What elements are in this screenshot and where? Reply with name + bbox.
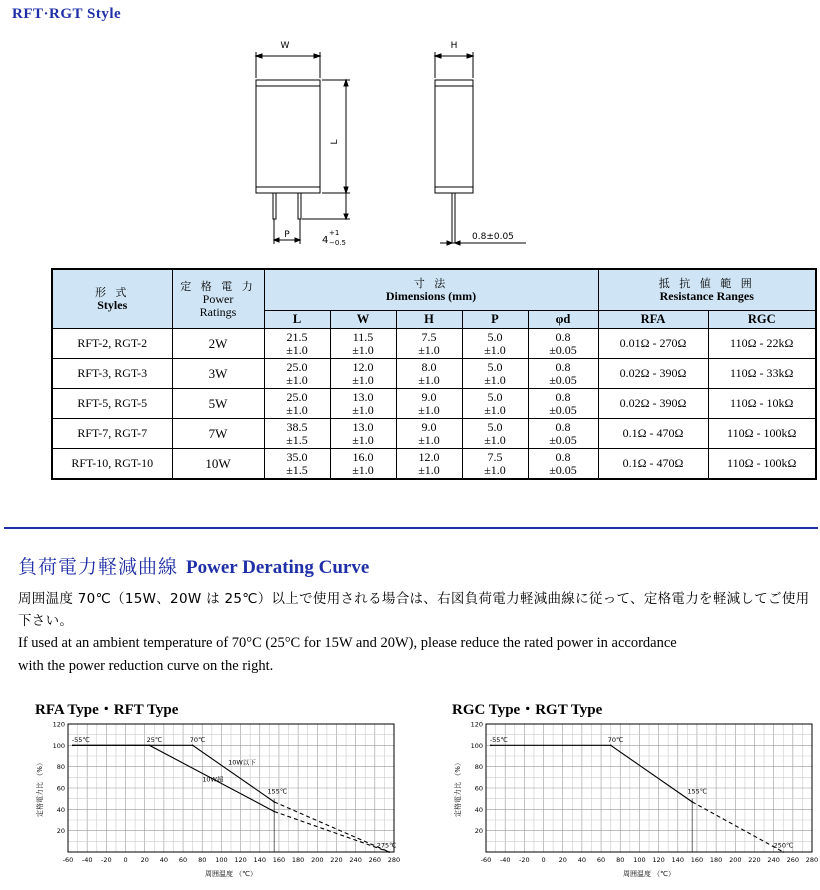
- derating-chart-rgc: [448, 718, 818, 883]
- x-tick-label: 160: [690, 856, 704, 864]
- cell-style: RFT-3, RGT-3: [52, 359, 172, 389]
- col-header-resistance: 抵 抗 値 範 囲 Resistance Ranges: [598, 269, 816, 311]
- y-tick-label: 60: [56, 784, 65, 793]
- x-tick-label: 80: [616, 856, 625, 864]
- y-tick-label: 40: [474, 805, 483, 814]
- cell-d: 0.8 ±0.05: [528, 389, 598, 419]
- x-tick-label: -20: [519, 856, 530, 864]
- x-tick-label: 280: [387, 856, 401, 864]
- data-point: [782, 851, 784, 853]
- dim-h-label: H: [450, 41, 458, 51]
- x-tick-label: -40: [499, 856, 511, 864]
- y-tick-label: 100: [470, 741, 483, 750]
- cell-H: 7.5 ±1.0: [396, 329, 462, 359]
- cell-rgc: 110Ω - 100kΩ: [708, 419, 816, 449]
- chart-title-rgc: RGC Type・RGT Type: [452, 702, 603, 718]
- dim-l-label: L: [330, 139, 340, 145]
- x-tick-label: 80: [198, 856, 207, 864]
- annotation-label: 155℃: [687, 787, 708, 796]
- y-tick-label: 80: [56, 763, 65, 772]
- x-tick-label: 120: [652, 856, 665, 864]
- cell-rfa: 0.1Ω - 470Ω: [598, 449, 708, 480]
- x-tick-label: 60: [178, 856, 188, 864]
- y-axis-label: 定格電力比 （%）: [454, 759, 462, 817]
- col-header-d: φd: [528, 311, 598, 329]
- x-tick-label: 180: [291, 856, 305, 864]
- cell-d: 0.8 ±0.05: [528, 449, 598, 480]
- x-tick-label: 40: [159, 856, 169, 864]
- data-point: [72, 745, 74, 747]
- x-tick-label: 0: [541, 856, 546, 864]
- cell-rgc: 110Ω - 33kΩ: [708, 359, 816, 389]
- cell-rfa: 0.02Ω - 390Ω: [598, 389, 708, 419]
- data-point: [149, 745, 151, 747]
- data-point: [610, 745, 612, 747]
- cell-rfa: 0.02Ω - 390Ω: [598, 359, 708, 389]
- description-en: If used at an ambient temperature of 70°C (25°C for 15W and 20W), please reduce the rated power in accordance with the power reduction curve on the right.: [18, 635, 677, 674]
- col-header-style: 形 式 Styles: [52, 269, 172, 329]
- chart-grid: [486, 724, 812, 852]
- y-tick-label: 60: [474, 784, 483, 793]
- annotation-label: 10W以下: [228, 758, 256, 767]
- annotation-label: 10W超: [202, 775, 224, 784]
- cell-d: 0.8 ±0.05: [528, 359, 598, 389]
- dim-lead-tol-plus: +1: [329, 229, 340, 237]
- annotation-label: 250℃: [773, 841, 794, 850]
- x-axis-label: 周囲温度 （℃）: [204, 870, 258, 878]
- x-tick-label: 220: [748, 856, 761, 864]
- cell-d: 0.8 ±0.05: [528, 329, 598, 359]
- spec-table: [51, 268, 817, 480]
- annotation-label: 70℃: [189, 736, 206, 745]
- dim-lead-diameter: 0.8±0.05: [472, 232, 514, 242]
- x-tick-label: -60: [480, 856, 492, 864]
- x-tick-label: -40: [81, 856, 93, 864]
- resistor-dimension-drawing: [230, 30, 550, 255]
- x-tick-label: 220: [330, 856, 343, 864]
- x-tick-label: 160: [272, 856, 286, 864]
- cell-L: 35.0 ±1.5: [264, 449, 330, 480]
- col-header-dimensions: 寸 法 Dimensions (mm): [264, 269, 598, 311]
- cell-W: 16.0 ±1.0: [330, 449, 396, 480]
- annotation-label: -55℃: [489, 736, 508, 745]
- dim-p-label: P: [284, 230, 290, 240]
- cell-L: 25.0 ±1.0: [264, 359, 330, 389]
- dim-lead-tol-minus: −0.5: [329, 239, 346, 247]
- x-tick-label: 120: [234, 856, 247, 864]
- col-header-l: L: [264, 311, 330, 329]
- x-tick-label: 40: [577, 856, 587, 864]
- cell-rgc: 110Ω - 100kΩ: [708, 449, 816, 480]
- cell-H: 9.0 ±1.0: [396, 389, 462, 419]
- col-header-p: P: [462, 311, 528, 329]
- cell-power: 3W: [172, 359, 264, 389]
- x-tick-label: 20: [140, 856, 149, 864]
- cell-power: 5W: [172, 389, 264, 419]
- x-tick-label: 60: [596, 856, 606, 864]
- y-axis-label: 定格電力比 （%）: [36, 759, 44, 817]
- col-header-w: W: [330, 311, 396, 329]
- col-header-rgc: RGC: [708, 311, 816, 329]
- annotation-label: 70℃: [607, 736, 624, 745]
- section-title-en: Power Derating Curve: [186, 557, 370, 578]
- x-tick-label: 20: [558, 856, 567, 864]
- cell-rgc: 110Ω - 10kΩ: [708, 389, 816, 419]
- cell-H: 9.0 ±1.0: [396, 419, 462, 449]
- data-point: [192, 745, 194, 747]
- x-tick-label: 100: [215, 856, 228, 864]
- data-point: [490, 745, 492, 747]
- cell-power: 7W: [172, 419, 264, 449]
- y-tick-label: 20: [474, 827, 483, 836]
- cell-P: 5.0 ±1.0: [462, 359, 528, 389]
- x-tick-label: 240: [767, 856, 780, 864]
- x-tick-label: 280: [805, 856, 818, 864]
- cell-rfa: 0.1Ω - 470Ω: [598, 419, 708, 449]
- cell-H: 12.0 ±1.0: [396, 449, 462, 480]
- y-tick-label: 40: [56, 805, 65, 814]
- derating-chart-rfa: [30, 718, 405, 883]
- section-title: [18, 552, 369, 579]
- col-header-power: 定 格 電 力 Power Ratings: [172, 269, 264, 329]
- x-tick-label: 100: [633, 856, 646, 864]
- x-tick-label: 140: [253, 856, 266, 864]
- cell-P: 5.0 ±1.0: [462, 329, 528, 359]
- table-row: [52, 449, 816, 480]
- page-title: RFT·RGT Style: [12, 6, 122, 22]
- cell-L: 25.0 ±1.0: [264, 389, 330, 419]
- x-tick-label: 140: [671, 856, 684, 864]
- table-row: [52, 419, 816, 449]
- cell-W: 11.5 ±1.0: [330, 329, 396, 359]
- cell-P: 7.5 ±1.0: [462, 449, 528, 480]
- x-tick-label: 200: [729, 856, 742, 864]
- col-header-h: H: [396, 311, 462, 329]
- cell-style: RFT-7, RGT-7: [52, 419, 172, 449]
- y-tick-label: 100: [52, 741, 65, 750]
- x-tick-label: -20: [101, 856, 112, 864]
- cell-W: 13.0 ±1.0: [330, 419, 396, 449]
- cell-L: 38.5 ±1.5: [264, 419, 330, 449]
- y-tick-label: 120: [470, 720, 483, 729]
- dim-w-label: W: [280, 41, 290, 51]
- annotation-label: 275℃: [376, 841, 397, 850]
- annotation-label: -55℃: [71, 736, 90, 745]
- series-dashed-1: [274, 811, 389, 852]
- cell-style: RFT-2, RGT-2: [52, 329, 172, 359]
- table-row: [52, 359, 816, 389]
- dim-lead-length: 4: [322, 235, 329, 246]
- x-axis-label: 周囲温度 （℃）: [622, 870, 676, 878]
- col-header-rfa: RFA: [598, 311, 708, 329]
- section-title-jp: 負荷電力軽減曲線: [18, 556, 179, 578]
- cell-power: 2W: [172, 329, 264, 359]
- x-tick-label: 180: [709, 856, 723, 864]
- cell-rfa: 0.01Ω - 270Ω: [598, 329, 708, 359]
- cell-d: 0.8 ±0.05: [528, 419, 598, 449]
- table-row: [52, 389, 816, 419]
- annotation-label: 155℃: [267, 787, 288, 796]
- cell-power: 10W: [172, 449, 264, 480]
- y-tick-label: 20: [56, 827, 65, 836]
- cell-H: 8.0 ±1.0: [396, 359, 462, 389]
- x-tick-label: 240: [349, 856, 362, 864]
- x-tick-label: 0: [123, 856, 128, 864]
- cell-P: 5.0 ±1.0: [462, 389, 528, 419]
- cell-W: 12.0 ±1.0: [330, 359, 396, 389]
- y-tick-label: 80: [474, 763, 483, 772]
- x-tick-label: 200: [311, 856, 324, 864]
- data-point: [388, 851, 390, 853]
- cell-P: 5.0 ±1.0: [462, 419, 528, 449]
- cell-L: 21.5 ±1.0: [264, 329, 330, 359]
- x-tick-label: 260: [786, 856, 800, 864]
- section-divider: [4, 527, 818, 529]
- x-tick-label: -60: [62, 856, 74, 864]
- x-tick-label: 260: [368, 856, 382, 864]
- chart-title-rfa: RFA Type・RFT Type: [35, 702, 179, 718]
- y-tick-label: 120: [52, 720, 65, 729]
- table-row: [52, 329, 816, 359]
- annotation-label: 25℃: [146, 736, 163, 745]
- cell-style: RFT-5, RGT-5: [52, 389, 172, 419]
- cell-style: RFT-10, RGT-10: [52, 449, 172, 480]
- cell-W: 13.0 ±1.0: [330, 389, 396, 419]
- description-jp: 周囲温度 70℃（15W、20W は 25℃）以上で使用される場合は、右図負荷電力軽減曲線に従って、定格電力を軽減してご使用下さい。: [18, 591, 810, 629]
- cell-rgc: 110Ω - 22kΩ: [708, 329, 816, 359]
